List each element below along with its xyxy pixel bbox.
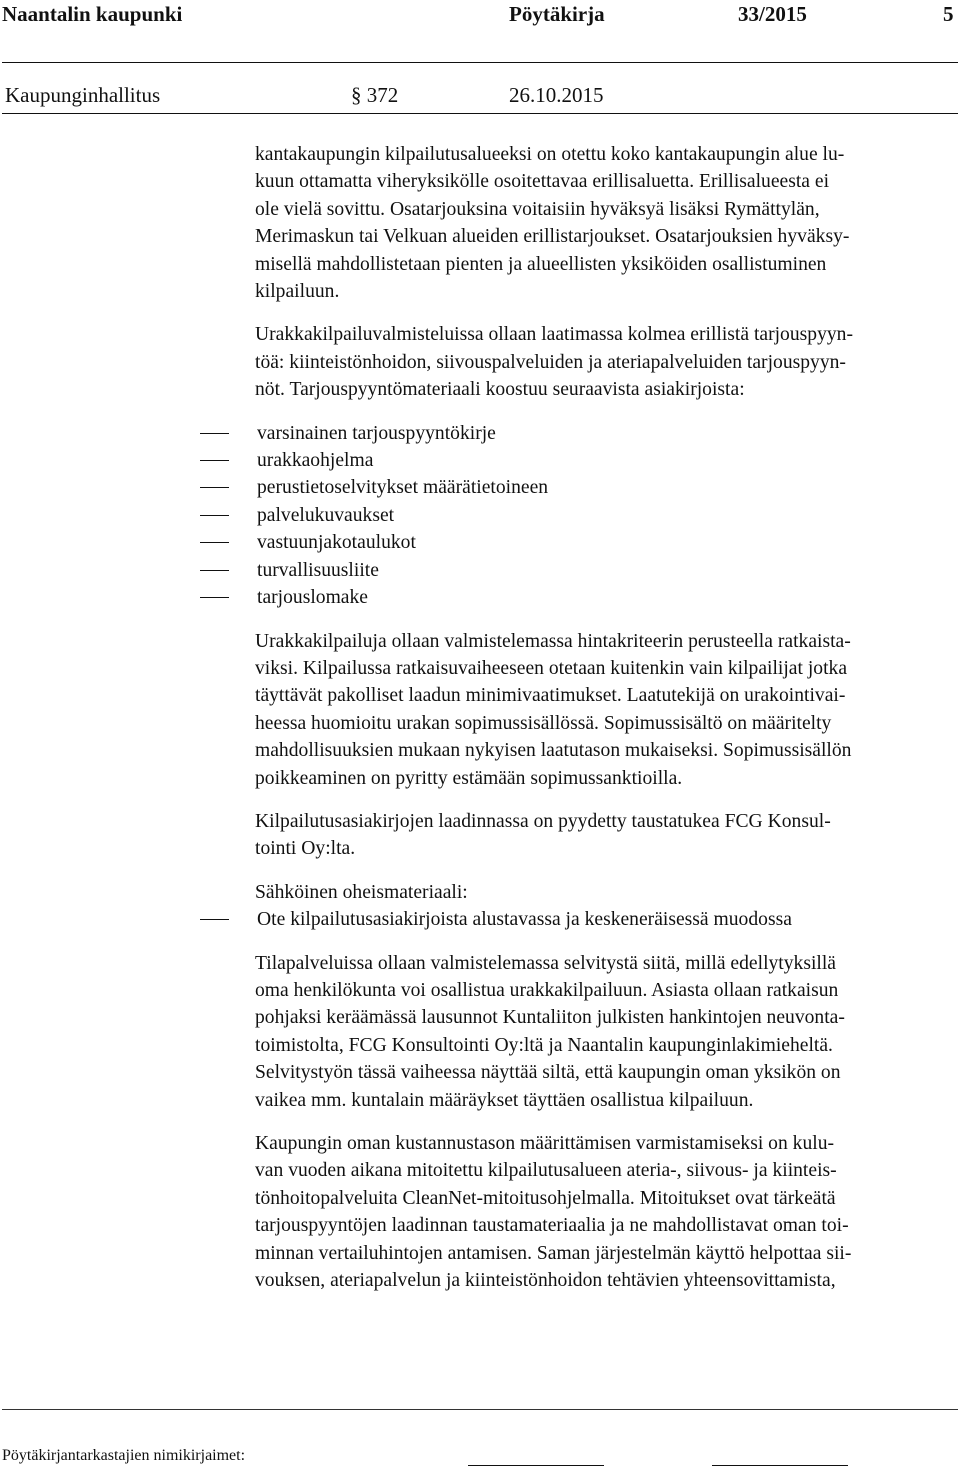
text-line: Selvitystyön tässä vaiheessa näyttää siltä, että kaupungin oman yksikön on <box>255 1062 841 1084</box>
header-underline <box>2 62 958 63</box>
text-line: van vuoden aikana mitoitettu kilpailutusalueen ateria-, siivous- ja kiinteis- <box>255 1160 837 1182</box>
list-item: varsinainen tarjouspyyntökirje <box>200 420 955 447</box>
list-item: tarjouslomake <box>200 584 955 611</box>
text-line: heessa huomioitu urakan sopimussisällössä. Sopimussisältö on määritelty <box>255 712 832 734</box>
meeting-body: Kaupunginhallitus <box>5 83 161 107</box>
text-line: tointi Oy:lta. <box>255 838 356 860</box>
signature-line-2 <box>712 1465 848 1466</box>
list-item: vastuunjakotaulukot <box>200 529 955 556</box>
paragraph-tender-preparation <box>255 321 955 403</box>
text-line: Urakkakilpailuja ollaan valmistelemassa hintakriteerin perusteella ratkaista- <box>255 630 851 652</box>
text-line: Tilapalveluissa ollaan valmistelemassa selvitystä siitä, millä edellytyksillä <box>255 952 837 974</box>
text-line: misellä mahdollistetaan pienten ja alueellisten yksiköiden osallistuminen <box>255 253 827 275</box>
subheader-underline <box>2 113 958 114</box>
header-doc-type: Pöytäkirja <box>509 2 605 26</box>
attachment-item[interactable]: Ote kilpailutusasiakirjoista alustavassa ja keskeneräisessä muodossa <box>200 906 955 933</box>
text-line: kuun ottamatta viheryksikölle osoitettavaa erillisaluetta. Erillisalueesta ei <box>255 171 830 193</box>
text-line: tarjouspyyntöjen laadinnan taustamateriaalia ja ne mahdollistavat oman toi- <box>255 1215 849 1237</box>
text-line: mahdollisuuksien mukaan nykyisen laatutason mukaiseksi. Sopimussisällön <box>255 740 852 762</box>
text-line: Merimaskun tai Velkuan alueiden erillistarjoukset. Osatarjouksien hyväksy- <box>255 226 850 248</box>
text-line: täyttävät pakolliset laadun minimivaatimukset. Laatutekijä on urakointivai- <box>255 685 846 707</box>
text-line: ole vielä sovittu. Osatarjouksina voitaisiin hyväksyä lisäksi Rymättylän, <box>255 198 820 220</box>
text-line: poikkeaminen on pyritty estämään sopimussanktioilla. <box>255 767 683 789</box>
tender-document-list <box>200 420 955 612</box>
attachment-list <box>200 906 955 933</box>
header-page-number: 5 <box>943 2 954 26</box>
paragraph-cost-level <box>255 1130 955 1294</box>
text-line: töä: kiinteistönhoidon, siivouspalveluiden ja ateriapalveluiden tarjouspyyn- <box>255 351 846 373</box>
paragraph-price-criterion <box>255 628 955 792</box>
text-line: toimistolta, FCG Konsultointi Oy:ltä ja Naantalin kaupunginlakimieheltä. <box>255 1034 833 1056</box>
text-line: nöt. Tarjouspyyntömateriaali koostuu seuraavista asiakirjoista: <box>255 379 745 401</box>
document-body <box>255 141 955 1294</box>
meeting-date: 26.10.2015 <box>509 83 604 107</box>
text-line: vaikea mm. kuntalain määräykset täyttäen osallistua kilpailuun. <box>255 1089 754 1111</box>
list-item: turvallisuusliite <box>200 557 955 584</box>
text-line: tönhoitopalveluita CleanNet-mitoitusohjelmalla. Mitoitukset ovat tärkeätä <box>255 1187 836 1209</box>
signature-label: Pöytäkirjantarkastajien nimikirjaimet: <box>2 1447 246 1464</box>
footer-divider <box>2 1409 958 1410</box>
header-city: Naantalin kaupunki <box>2 2 183 26</box>
text-line: kilpailuun. <box>255 281 340 303</box>
paragraph-competition-area <box>255 141 955 305</box>
text-line: Kaupungin oman kustannustason määrittämisen varmistamiseksi on kulu- <box>255 1133 835 1154</box>
text-line: viksi. Kilpailussa ratkaisuvaiheeseen otetaan kuitenkin vain kilpailijat jotka <box>255 657 848 679</box>
text-line: oma henkilökunta voi osallistua urakkakilpailuun. Asiasta ollaan ratkaisun <box>255 979 839 1001</box>
text-line: pohjaksi keräämässä lausunnot Kuntaliiton julkisten hankintojen neuvonta- <box>255 1007 845 1029</box>
text-line: Urakkakilpailuvalmisteluissa ollaan laatimassa kolmea erillistä tarjouspyyn- <box>255 324 853 346</box>
attachments-heading: Sähköinen oheismateriaali: <box>255 881 468 903</box>
paragraph-in-house-participation <box>255 950 955 1114</box>
list-item: palvelukuvaukset <box>200 502 955 529</box>
text-line: vouksen, ateriapalvelun ja kiinteistönhoidon tehtävien yhteensovittamista, <box>255 1270 836 1292</box>
section-number: § 372 <box>351 83 399 107</box>
list-item: perustietoselvitykset määrätietoineen <box>200 474 955 501</box>
signature-line-1 <box>468 1465 604 1466</box>
text-line: minnan vertailuhintojen antamisen. Saman järjestelmän käyttö helpottaa sii- <box>255 1242 852 1264</box>
header-doc-number: 33/2015 <box>738 2 807 26</box>
list-item: urakkaohjelma <box>200 447 955 474</box>
text-line: Kilpailutusasiakirjojen laadinnassa on pyydetty taustatukea FCG Konsul- <box>255 810 831 832</box>
paragraph-consulting-support <box>255 808 955 863</box>
text-line: kantakaupungin kilpailutusalueeksi on otettu koko kantakaupungin alue lu- <box>255 144 845 165</box>
